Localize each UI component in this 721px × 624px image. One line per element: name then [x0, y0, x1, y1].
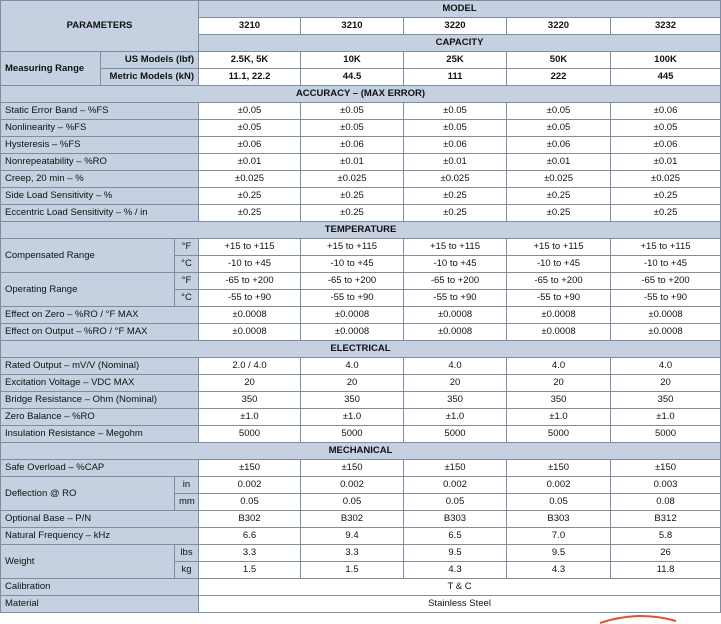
accuracy-spec-value: ±0.025	[199, 171, 301, 188]
electrical-spec-value: 4.0	[404, 358, 507, 375]
electrical-spec-row	[1, 358, 721, 375]
accuracy-spec-row	[1, 188, 721, 205]
natural-frequency-row	[1, 528, 721, 545]
accuracy-section-title: ACCURACY – (MAX ERROR)	[1, 86, 721, 103]
material-value: Stainless Steel	[199, 596, 721, 613]
electrical-spec-value: 4.0	[611, 358, 721, 375]
electrical-spec-value: 2.0 / 4.0	[199, 358, 301, 375]
deflection-value: 0.05	[301, 494, 404, 511]
optional-base-value: B312	[611, 511, 721, 528]
decorative-swoosh	[598, 612, 678, 624]
weight-label: Weight	[1, 545, 175, 579]
calibration-label: Calibration	[1, 579, 199, 596]
operating-range-value: -55 to +90	[301, 290, 404, 307]
safe-overload-value: ±150	[611, 460, 721, 477]
electrical-spec-value: 350	[611, 392, 721, 409]
accuracy-spec-value: ±0.05	[404, 103, 507, 120]
deflection-value: 0.08	[611, 494, 721, 511]
safe-overload-value: ±150	[301, 460, 404, 477]
deflection-unit: mm	[175, 494, 199, 511]
accuracy-spec-value: ±0.01	[611, 154, 721, 171]
temperature-effect-value: ±0.0008	[301, 307, 404, 324]
electrical-spec-value: 5000	[404, 426, 507, 443]
temperature-effect-value: ±0.0008	[611, 307, 721, 324]
natural-frequency-value: 7.0	[507, 528, 611, 545]
compensated-range-value: -10 to +45	[507, 256, 611, 273]
compensated-range-row-1	[1, 239, 721, 256]
us-capacity: 2.5K, 5K	[199, 52, 301, 69]
temperature-section-row	[1, 222, 721, 239]
operating-range-value: -55 to +90	[199, 290, 301, 307]
deflection-row-1	[1, 477, 721, 494]
deflection-unit: in	[175, 477, 199, 494]
measuring-range-label: Measuring Range	[1, 52, 101, 86]
weight-value: 4.3	[507, 562, 611, 579]
deflection-label: Deflection @ RO	[1, 477, 175, 511]
compensated-range-value: -10 to +45	[611, 256, 721, 273]
electrical-section-title: ELECTRICAL	[1, 341, 721, 358]
electrical-spec-value: 350	[404, 392, 507, 409]
compensated-range-unit: °C	[175, 256, 199, 273]
accuracy-spec-value: ±0.25	[404, 188, 507, 205]
weight-unit: lbs	[175, 545, 199, 562]
temperature-effect-label: Effect on Zero – %RO / °F MAX	[1, 307, 199, 324]
weight-value: 3.3	[301, 545, 404, 562]
accuracy-spec-row	[1, 137, 721, 154]
parameters-header: PARAMETERS	[1, 1, 199, 52]
operating-range-unit: °F	[175, 273, 199, 290]
electrical-spec-row	[1, 392, 721, 409]
accuracy-spec-value: ±0.05	[199, 103, 301, 120]
temperature-effect-row	[1, 324, 721, 341]
deflection-value: 0.003	[611, 477, 721, 494]
temperature-section-title: TEMPERATURE	[1, 222, 721, 239]
model-number: 3210	[301, 18, 404, 35]
header-row-model	[1, 1, 721, 18]
compensated-range-unit: °F	[175, 239, 199, 256]
material-row	[1, 596, 721, 613]
accuracy-spec-value: ±0.06	[507, 137, 611, 154]
weight-value: 11.8	[611, 562, 721, 579]
electrical-spec-value: ±1.0	[507, 409, 611, 426]
compensated-range-value: +15 to +115	[199, 239, 301, 256]
calibration-value: T & C	[199, 579, 721, 596]
electrical-spec-value: 350	[507, 392, 611, 409]
accuracy-spec-row	[1, 171, 721, 188]
mechanical-section-title: MECHANICAL	[1, 443, 721, 460]
electrical-spec-label: Rated Output – mV/V (Nominal)	[1, 358, 199, 375]
deflection-value: 0.05	[507, 494, 611, 511]
safe-overload-label: Safe Overload – %CAP	[1, 460, 199, 477]
accuracy-spec-value: ±0.25	[507, 188, 611, 205]
operating-range-row-1	[1, 273, 721, 290]
electrical-spec-row	[1, 375, 721, 392]
electrical-spec-value: ±1.0	[199, 409, 301, 426]
electrical-spec-label: Bridge Resistance – Ohm (Nominal)	[1, 392, 199, 409]
accuracy-spec-value: ±0.25	[199, 188, 301, 205]
deflection-value: 0.002	[404, 477, 507, 494]
safe-overload-value: ±150	[404, 460, 507, 477]
deflection-value: 0.002	[301, 477, 404, 494]
model-number: 3220	[507, 18, 611, 35]
us-capacity: 100K	[611, 52, 721, 69]
accuracy-spec-value: ±0.05	[507, 120, 611, 137]
operating-range-value: -65 to +200	[611, 273, 721, 290]
model-header: MODEL	[199, 1, 721, 18]
deflection-value: 0.05	[199, 494, 301, 511]
accuracy-spec-value: ±0.25	[611, 205, 721, 222]
material-label: Material	[1, 596, 199, 613]
optional-base-row	[1, 511, 721, 528]
electrical-spec-value: 20	[611, 375, 721, 392]
accuracy-spec-value: ±0.06	[611, 137, 721, 154]
metric-capacity: 222	[507, 69, 611, 86]
compensated-range-value: -10 to +45	[199, 256, 301, 273]
weight-value: 4.3	[404, 562, 507, 579]
operating-range-value: -65 to +200	[404, 273, 507, 290]
metric-capacity: 44.5	[301, 69, 404, 86]
capacity-header: CAPACITY	[199, 35, 721, 52]
accuracy-spec-value: ±0.01	[301, 154, 404, 171]
natural-frequency-label: Natural Frequency – kHz	[1, 528, 199, 545]
deflection-value: 0.05	[404, 494, 507, 511]
temperature-effect-value: ±0.0008	[611, 324, 721, 341]
accuracy-spec-row	[1, 120, 721, 137]
accuracy-spec-value: ±0.06	[199, 137, 301, 154]
accuracy-spec-label: Nonlinearity – %FS	[1, 120, 199, 137]
metric-capacity: 445	[611, 69, 721, 86]
electrical-spec-value: 4.0	[507, 358, 611, 375]
temperature-effect-value: ±0.0008	[404, 307, 507, 324]
electrical-section-row	[1, 341, 721, 358]
electrical-spec-value: 5000	[611, 426, 721, 443]
weight-unit: kg	[175, 562, 199, 579]
calibration-row	[1, 579, 721, 596]
electrical-spec-value: 4.0	[301, 358, 404, 375]
electrical-spec-value: 5000	[199, 426, 301, 443]
us-capacity: 10K	[301, 52, 404, 69]
accuracy-spec-value: ±0.25	[199, 205, 301, 222]
compensated-range-label: Compensated Range	[1, 239, 175, 273]
natural-frequency-value: 9.4	[301, 528, 404, 545]
temperature-effect-value: ±0.0008	[507, 307, 611, 324]
electrical-spec-value: 20	[404, 375, 507, 392]
electrical-spec-label: Zero Balance – %RO	[1, 409, 199, 426]
accuracy-spec-value: ±0.25	[507, 205, 611, 222]
accuracy-section-row	[1, 86, 721, 103]
electrical-spec-value: 350	[301, 392, 404, 409]
accuracy-spec-label: Side Load Sensitivity – %	[1, 188, 199, 205]
operating-range-value: -65 to +200	[199, 273, 301, 290]
accuracy-spec-value: ±0.25	[611, 188, 721, 205]
metric-models-label: Metric Models (kN)	[101, 69, 199, 86]
safe-overload-value: ±150	[199, 460, 301, 477]
accuracy-spec-label: Nonrepeatability – %RO	[1, 154, 199, 171]
compensated-range-value: +15 to +115	[507, 239, 611, 256]
accuracy-spec-value: ±0.025	[611, 171, 721, 188]
electrical-spec-value: ±1.0	[611, 409, 721, 426]
weight-value: 3.3	[199, 545, 301, 562]
compensated-range-value: +15 to +115	[301, 239, 404, 256]
temperature-effect-row	[1, 307, 721, 324]
accuracy-spec-value: ±0.01	[404, 154, 507, 171]
accuracy-spec-value: ±0.025	[507, 171, 611, 188]
accuracy-spec-value: ±0.05	[301, 120, 404, 137]
accuracy-spec-value: ±0.05	[611, 120, 721, 137]
compensated-range-value: -10 to +45	[404, 256, 507, 273]
accuracy-spec-label: Eccentric Load Sensitivity – % / in	[1, 205, 199, 222]
temperature-effect-value: ±0.0008	[301, 324, 404, 341]
natural-frequency-value: 5.8	[611, 528, 721, 545]
temperature-effect-value: ±0.0008	[199, 324, 301, 341]
metric-capacity: 111	[404, 69, 507, 86]
compensated-range-value: +15 to +115	[611, 239, 721, 256]
accuracy-spec-value: ±0.05	[507, 103, 611, 120]
accuracy-spec-value: ±0.05	[404, 120, 507, 137]
optional-base-value: B302	[301, 511, 404, 528]
temperature-effect-value: ±0.0008	[199, 307, 301, 324]
operating-range-label: Operating Range	[1, 273, 175, 307]
accuracy-spec-value: ±0.06	[301, 137, 404, 154]
accuracy-spec-value: ±0.05	[301, 103, 404, 120]
electrical-spec-value: 20	[301, 375, 404, 392]
accuracy-spec-value: ±0.06	[611, 103, 721, 120]
swoosh-stroke	[600, 616, 676, 623]
accuracy-spec-value: ±0.025	[404, 171, 507, 188]
electrical-spec-label: Excitation Voltage – VDC MAX	[1, 375, 199, 392]
operating-range-value: -55 to +90	[404, 290, 507, 307]
operating-range-value: -55 to +90	[611, 290, 721, 307]
temperature-effect-value: ±0.0008	[507, 324, 611, 341]
operating-range-unit: °C	[175, 290, 199, 307]
weight-row-1	[1, 545, 721, 562]
accuracy-spec-value: ±0.25	[301, 205, 404, 222]
electrical-spec-value: 5000	[507, 426, 611, 443]
optional-base-label: Optional Base – P/N	[1, 511, 199, 528]
table-body	[1, 1, 721, 613]
accuracy-spec-row	[1, 103, 721, 120]
operating-range-value: -55 to +90	[507, 290, 611, 307]
compensated-range-value: -10 to +45	[301, 256, 404, 273]
safe-overload-value: ±150	[507, 460, 611, 477]
model-number: 3220	[404, 18, 507, 35]
us-capacity: 25K	[404, 52, 507, 69]
accuracy-spec-value: ±0.25	[404, 205, 507, 222]
accuracy-spec-value: ±0.025	[301, 171, 404, 188]
electrical-spec-row	[1, 426, 721, 443]
accuracy-spec-label: Static Error Band – %FS	[1, 103, 199, 120]
optional-base-value: B303	[404, 511, 507, 528]
deflection-value: 0.002	[507, 477, 611, 494]
electrical-spec-value: ±1.0	[404, 409, 507, 426]
electrical-spec-value: 5000	[301, 426, 404, 443]
electrical-spec-value: 20	[199, 375, 301, 392]
optional-base-value: B303	[507, 511, 611, 528]
accuracy-spec-value: ±0.01	[199, 154, 301, 171]
compensated-range-value: +15 to +115	[404, 239, 507, 256]
accuracy-spec-value: ±0.01	[507, 154, 611, 171]
optional-base-value: B302	[199, 511, 301, 528]
accuracy-spec-label: Creep, 20 min – %	[1, 171, 199, 188]
natural-frequency-value: 6.6	[199, 528, 301, 545]
accuracy-spec-label: Hysteresis – %FS	[1, 137, 199, 154]
model-number: 3232	[611, 18, 721, 35]
weight-value: 26	[611, 545, 721, 562]
electrical-spec-value: 350	[199, 392, 301, 409]
electrical-spec-label: Insulation Resistance – Megohm	[1, 426, 199, 443]
weight-value: 1.5	[199, 562, 301, 579]
temperature-effect-label: Effect on Output – %RO / °F MAX	[1, 324, 199, 341]
electrical-spec-row	[1, 409, 721, 426]
electrical-spec-value: ±1.0	[301, 409, 404, 426]
us-models-label: US Models (lbf)	[101, 52, 199, 69]
measuring-range-us-row	[1, 52, 721, 69]
electrical-spec-value: 20	[507, 375, 611, 392]
operating-range-value: -65 to +200	[301, 273, 404, 290]
accuracy-spec-row	[1, 205, 721, 222]
accuracy-spec-value: ±0.25	[301, 188, 404, 205]
operating-range-value: -65 to +200	[507, 273, 611, 290]
weight-value: 9.5	[404, 545, 507, 562]
metric-capacity: 11.1, 22.2	[199, 69, 301, 86]
us-capacity: 50K	[507, 52, 611, 69]
temperature-effect-value: ±0.0008	[404, 324, 507, 341]
mechanical-section-row	[1, 443, 721, 460]
accuracy-spec-value: ±0.05	[199, 120, 301, 137]
measuring-range-metric-row	[1, 69, 721, 86]
weight-value: 9.5	[507, 545, 611, 562]
safe-overload-row	[1, 460, 721, 477]
deflection-value: 0.002	[199, 477, 301, 494]
model-number: 3210	[199, 18, 301, 35]
weight-value: 1.5	[301, 562, 404, 579]
accuracy-spec-value: ±0.06	[404, 137, 507, 154]
natural-frequency-value: 6.5	[404, 528, 507, 545]
accuracy-spec-row	[1, 154, 721, 171]
